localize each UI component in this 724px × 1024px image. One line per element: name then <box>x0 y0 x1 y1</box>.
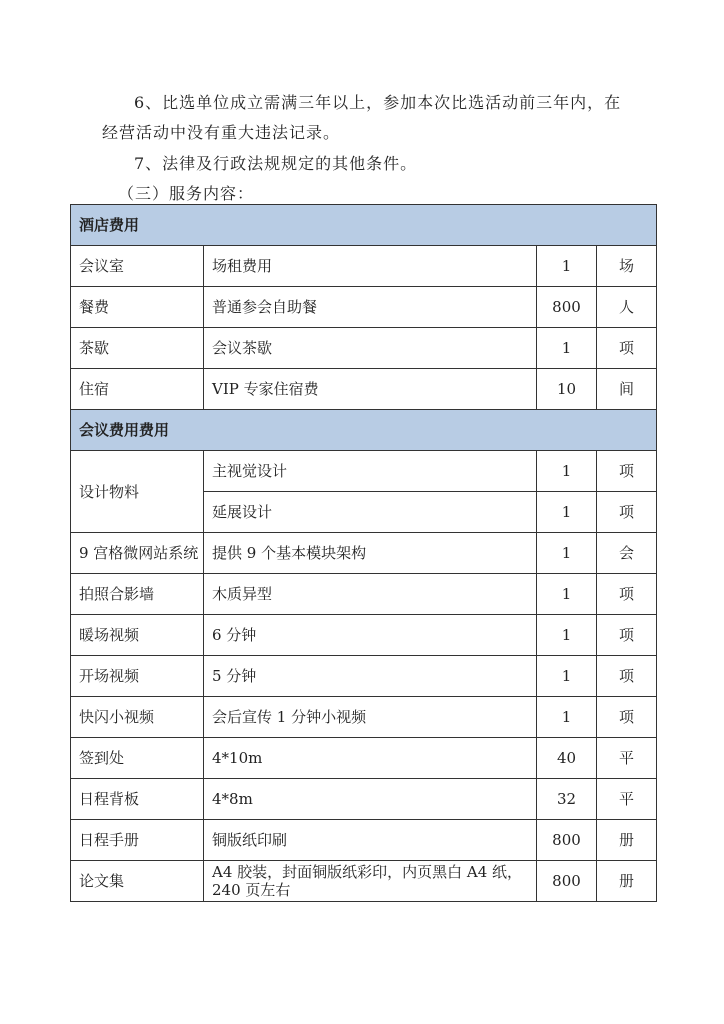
table-row <box>71 287 657 328</box>
unit-cell: 项 <box>597 615 657 656</box>
qty-cell: 1 <box>537 656 597 697</box>
qty-cell: 40 <box>537 738 597 779</box>
section-title: 会议费用费用 <box>71 410 657 451</box>
desc-cell: 主视觉设计 <box>204 451 537 492</box>
desc-cell: 提供 9 个基本模块架构 <box>204 533 537 574</box>
qty-cell: 1 <box>537 697 597 738</box>
item-cell: 住宿 <box>71 369 204 410</box>
desc-cell: 6 分钟 <box>204 615 537 656</box>
desc-cell: 延展设计 <box>204 492 537 533</box>
qty-cell: 800 <box>537 820 597 861</box>
unit-cell: 项 <box>597 574 657 615</box>
item-cell: 日程背板 <box>71 779 204 820</box>
item-cell: 暖场视频 <box>71 615 204 656</box>
table-row <box>71 246 657 287</box>
item-cell: 开场视频 <box>71 656 204 697</box>
unit-cell: 项 <box>597 328 657 369</box>
paragraph-7: 7、法律及行政法规规定的其他条件。 <box>134 154 418 173</box>
table-row <box>71 861 657 902</box>
desc-cell: 普通参会自助餐 <box>204 287 537 328</box>
section-heading-service-content: （三）服务内容： <box>118 184 255 203</box>
unit-cell: 册 <box>597 861 657 902</box>
qty-cell: 32 <box>537 779 597 820</box>
desc-cell: 4*10m <box>204 738 537 779</box>
desc-cell: A4 胶装，封面铜版纸彩印，内页黑白 A4 纸，240 页左右 <box>204 861 537 902</box>
table-row <box>71 738 657 779</box>
item-cell: 茶歇 <box>71 328 204 369</box>
unit-cell: 平 <box>597 738 657 779</box>
table-row <box>71 697 657 738</box>
unit-cell: 间 <box>597 369 657 410</box>
qty-cell: 1 <box>537 246 597 287</box>
item-cell: 9 宫格微网站系统 <box>71 533 204 574</box>
item-cell: 快闪小视频 <box>71 697 204 738</box>
section-row-meeting <box>71 410 657 451</box>
unit-cell: 会 <box>597 533 657 574</box>
service-content-table <box>70 204 657 902</box>
unit-cell: 项 <box>597 656 657 697</box>
desc-cell: 会后宣传 1 分钟小视频 <box>204 697 537 738</box>
qty-cell: 1 <box>537 328 597 369</box>
item-cell: 签到处 <box>71 738 204 779</box>
desc-cell: 会议茶歇 <box>204 328 537 369</box>
section-row-hotel <box>71 205 657 246</box>
item-cell: 餐费 <box>71 287 204 328</box>
unit-cell: 场 <box>597 246 657 287</box>
qty-cell: 10 <box>537 369 597 410</box>
table-row <box>71 574 657 615</box>
item-cell: 设计物料 <box>71 451 204 533</box>
qty-cell: 800 <box>537 287 597 328</box>
unit-cell: 平 <box>597 779 657 820</box>
table-row <box>71 328 657 369</box>
desc-cell: 木质异型 <box>204 574 537 615</box>
unit-cell: 人 <box>597 287 657 328</box>
desc-cell: 4*8m <box>204 779 537 820</box>
table-row <box>71 451 657 492</box>
item-cell: 拍照合影墙 <box>71 574 204 615</box>
desc-cell: 铜版纸印刷 <box>204 820 537 861</box>
paragraph-6-line2: 经营活动中没有重大违法记录。 <box>102 123 341 142</box>
table-row <box>71 656 657 697</box>
table-row <box>71 779 657 820</box>
qty-cell: 1 <box>537 451 597 492</box>
unit-cell: 项 <box>597 492 657 533</box>
paragraph-6-line1: 6、比选单位成立需满三年以上，参加本次比选活动前三年内，在 <box>134 93 622 112</box>
desc-cell: 5 分钟 <box>204 656 537 697</box>
table-row <box>71 615 657 656</box>
item-cell: 会议室 <box>71 246 204 287</box>
unit-cell: 项 <box>597 451 657 492</box>
unit-cell: 项 <box>597 697 657 738</box>
qty-cell: 1 <box>537 574 597 615</box>
unit-cell: 册 <box>597 820 657 861</box>
table-row <box>71 533 657 574</box>
qty-cell: 1 <box>537 615 597 656</box>
qty-cell: 1 <box>537 492 597 533</box>
item-cell: 日程手册 <box>71 820 204 861</box>
table-row <box>71 369 657 410</box>
desc-cell: VIP 专家住宿费 <box>204 369 537 410</box>
qty-cell: 800 <box>537 861 597 902</box>
table-row <box>71 820 657 861</box>
item-cell: 论文集 <box>71 861 204 902</box>
qty-cell: 1 <box>537 533 597 574</box>
desc-cell: 场租费用 <box>204 246 537 287</box>
section-title: 酒店费用 <box>71 205 657 246</box>
